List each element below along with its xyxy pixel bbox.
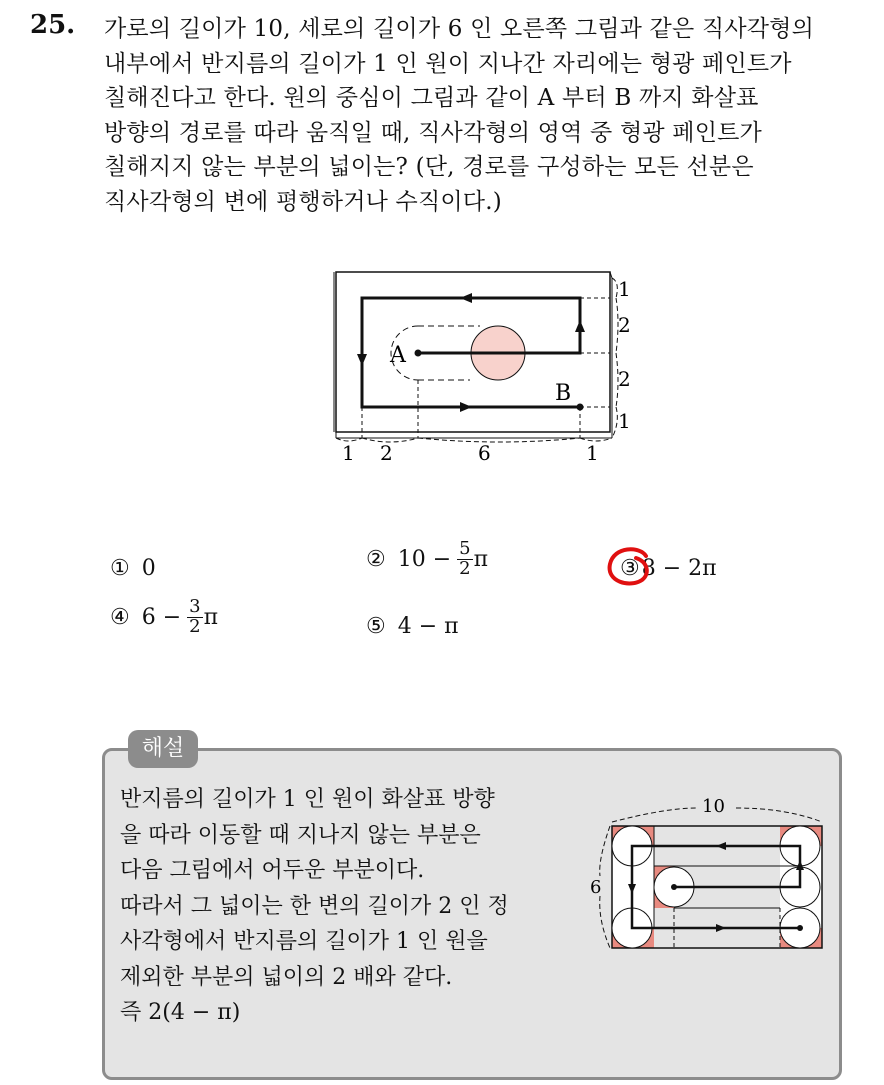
choice-text: 10 − [397,546,452,572]
choice-text: π [473,546,489,572]
dim-right-4: 1 [618,409,631,433]
question-text [104,12,864,220]
fraction-numerator: 3 [189,596,201,617]
arrow-down-icon [357,354,367,366]
choice-1[interactable] [110,556,156,581]
choice-5[interactable] [366,614,459,639]
dim-right-1: 1 [618,277,631,301]
choice-text: 6 − [141,604,182,630]
choice-text: 8 − 2π [641,556,717,581]
dimension-brace [336,438,612,442]
solution-text [120,782,509,1031]
fraction [187,598,202,637]
question-line: 내부에서 반지름의 길이가 1 인 원이 지나간 자리에는 형광 페인트가 [104,50,792,77]
choice-number: ④ [110,604,130,630]
dim-right-2: 2 [618,313,631,337]
point-a-label: A [390,343,406,368]
problem-figure [320,262,640,472]
choice-number: ② [366,546,386,572]
point-b-label: B [555,381,572,406]
choice-number: ① [110,556,130,581]
question-line: 칠해지지 않는 부분의 넓이는? (단, 경로를 구성하는 모든 선분은 [104,154,754,181]
arrow-left-icon [460,293,472,303]
dim-bottom-1: 1 [342,441,355,465]
fraction-numerator: 5 [459,538,471,559]
arrow-up-icon [575,320,585,332]
choice-text: 0 [141,556,156,581]
arrow-right-icon [716,924,726,932]
arrow-right-icon [460,402,472,412]
solution-line: 을 따라 이동할 때 지나지 않는 부분은 [120,822,481,848]
solution-line: 다음 그림에서 어두운 부분이다. [120,858,425,883]
solution-line: 사각형에서 반지름의 길이가 1 인 원을 [120,929,488,954]
width-label: 10 [702,796,725,817]
choice-text: π [203,604,219,630]
question-line: 가로의 길이가 10, 세로의 길이가 6 인 오른쪽 그림과 같은 직사각형의 [104,16,814,42]
dim-right-3: 2 [618,367,631,391]
solution-line: 따라서 그 넓이는 한 변의 길이가 2 인 정 [120,893,509,919]
choice-text: 4 − π [397,614,459,639]
point-a-dot [415,350,422,357]
dim-bottom-4: 1 [586,441,599,465]
fraction-denominator: 2 [189,615,201,637]
dim-bottom-2: 2 [380,441,393,465]
fraction-denominator: 2 [459,557,471,579]
choice-number: ⑤ [366,614,386,639]
question-number: 25. [30,10,76,40]
dim-bottom-3: 6 [478,441,491,465]
answer-mark-icon [606,546,654,590]
fraction [457,540,472,579]
choice-4[interactable] [110,598,218,637]
solution-line: 반지름의 길이가 1 인 원이 화살표 방향 [120,787,495,812]
solution-line: 즉 2(4 − π) [120,1000,241,1025]
choice-number: ③ [620,556,640,581]
solution-line: 제외한 부분의 넓이의 2 배와 같다. [120,964,453,990]
end-dot [797,925,803,931]
height-label: 6 [590,877,602,898]
question-line: 방향의 경로를 따라 움직일 때, 직사각형의 영역 중 형광 페인트가 [104,119,762,146]
arrow-left-icon [716,842,726,850]
start-dot [671,884,677,890]
question-line: 칠해진다고 한다. 원의 중심이 그림과 같이 A 부터 B 까지 화살표 [104,85,759,112]
solution-tag: 해설 [128,730,198,768]
question-line: 직사각형의 변에 평행하거나 수직이다.) [104,188,502,215]
solution-figure [586,790,832,960]
choice-2[interactable] [366,540,488,579]
